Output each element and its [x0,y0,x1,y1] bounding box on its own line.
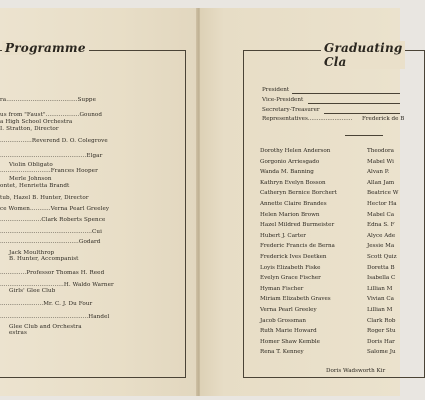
graduate-name: Beatrice W [367,190,399,197]
programme-line: ..........................................Godard [0,239,101,245]
graduate-name: Homer Shaw Kemble [260,338,320,345]
officer-value: Frederick de B [362,116,405,122]
graduate-name: Hubert J. Carter [260,232,306,239]
graduate-name: Kathryn Evelyn Bosson [260,179,326,186]
programme-line: .......................Mr. C. J. Du Four [0,301,93,307]
graduate-name: Doris Har [367,338,395,345]
graduate-name: Dorothy Helen Anderson [260,148,331,154]
section-divider [345,135,383,136]
graduate-name: Mabel Ca [367,211,395,218]
programme-line: ontet, Henrietta Brandt [0,183,70,189]
graduate-name: Jessie Ma [367,243,395,250]
graduate-name: Annette Claire Brandes [260,201,327,207]
programme-line: a High School Orchestra [0,119,73,125]
programme-line: ..............Professor Thomas H. Reed [0,270,105,276]
graduate-name: Helen Marion Brown [260,211,320,218]
programme-line: tub, Hazel B. Hunter, Director [0,195,89,201]
programme-line: ..................................H. Waldo Warner [0,282,114,288]
graduate-name: Loyis Elizabeth Fiske [260,264,321,271]
programme-line: ......................Clark Roberts Spence [0,217,106,223]
graduate-name: Ruth Marie Howard [260,328,317,335]
graduate-name: Allan Jam [367,179,395,186]
graduating-class-heading: Graduating Cla [321,41,405,69]
graduate-final-name: Doris Wadsworth Kir [326,368,386,374]
programme-line: Girls' Glee Club [9,288,56,294]
graduate-name: Lillian M [367,285,393,292]
programme-line: ce Women...........Verna Pearl Greeley [0,206,110,212]
graduate-name: Clark Rob [367,317,396,324]
graduate-name: Lillian M [367,307,393,313]
programme-line: I. Stratton, Director [0,126,59,132]
graduate-name: Doretta B [367,264,395,271]
programme-line: estras [9,330,27,336]
officer-label: President [262,87,290,93]
left-page [0,8,197,396]
graduate-name: Evelyn Grace Fischer [260,275,321,282]
programme-line: .................................................Cui [0,229,102,235]
right-page [200,8,405,396]
graduate-name: Gorgonio Arriesgado [260,158,320,165]
graduate-name: Miriam Elizabeth Graves [260,296,331,303]
programme-line: Violin Obligato [9,162,53,168]
graduate-name: Theodora [367,148,394,154]
programme-line: .................Reverend D. O. Colegrove [0,138,108,144]
officer-blank-line [324,113,400,114]
graduate-name: Verna Pearl Greeley [260,307,317,313]
programme-line: Glee Club and Orchestra [9,324,82,330]
graduate-name: Edna S. F [367,222,395,229]
graduate-name: Wanda M. Banning [260,169,314,176]
graduate-name: Vivian Ca [367,296,395,303]
officer-label: Representatives......................... [262,116,353,122]
graduate-name: Roger Stu [367,328,396,335]
graduate-name: Mabel Wi [367,158,394,165]
graduate-name: Isabella C [367,275,396,282]
graduate-name: Catheryn Bernice Borchert [260,190,337,197]
programme-line: Merle Johnson [9,176,52,182]
programme-line: us from "Faust"..................Gounod [0,112,103,118]
officer-blank-line [308,103,400,104]
graduate-name: Jacob Grossman [260,317,306,324]
graduate-name: Hyman Fischer [260,285,304,292]
graduate-name: Frederick Ives Deetken [260,254,327,260]
programme-line: B. Hunter, Accompanist [9,256,79,262]
graduate-name: Hector Ha [367,201,397,207]
graduate-name: Frederic Francis de Berna [260,243,335,250]
officer-blank-line [292,93,400,94]
graduate-name: Alvan P. [367,169,390,176]
programme-line: ...........................Frances Hooper [0,168,98,174]
programme-line: ra......................................Suppe [0,97,96,103]
graduate-name: Rena T. Kenney [260,349,304,356]
graduate-name: Hazel Mildred Burmeister [260,222,335,229]
programme-line: ...............................................Handel [0,314,110,320]
officer-label: Secretary-Treasurer [262,107,320,113]
programme-heading: Programme [2,41,89,55]
programme-line: ..............................................Elgar [0,153,103,159]
program-spread [0,8,405,396]
graduate-name: Scott Quiz [367,254,397,260]
officer-label: Vice-President [262,97,304,103]
graduate-name: Salome Ju [367,349,396,356]
programme-line: Jack Moulthrop [9,250,55,256]
graduate-name: Alyce Ade [367,232,396,239]
